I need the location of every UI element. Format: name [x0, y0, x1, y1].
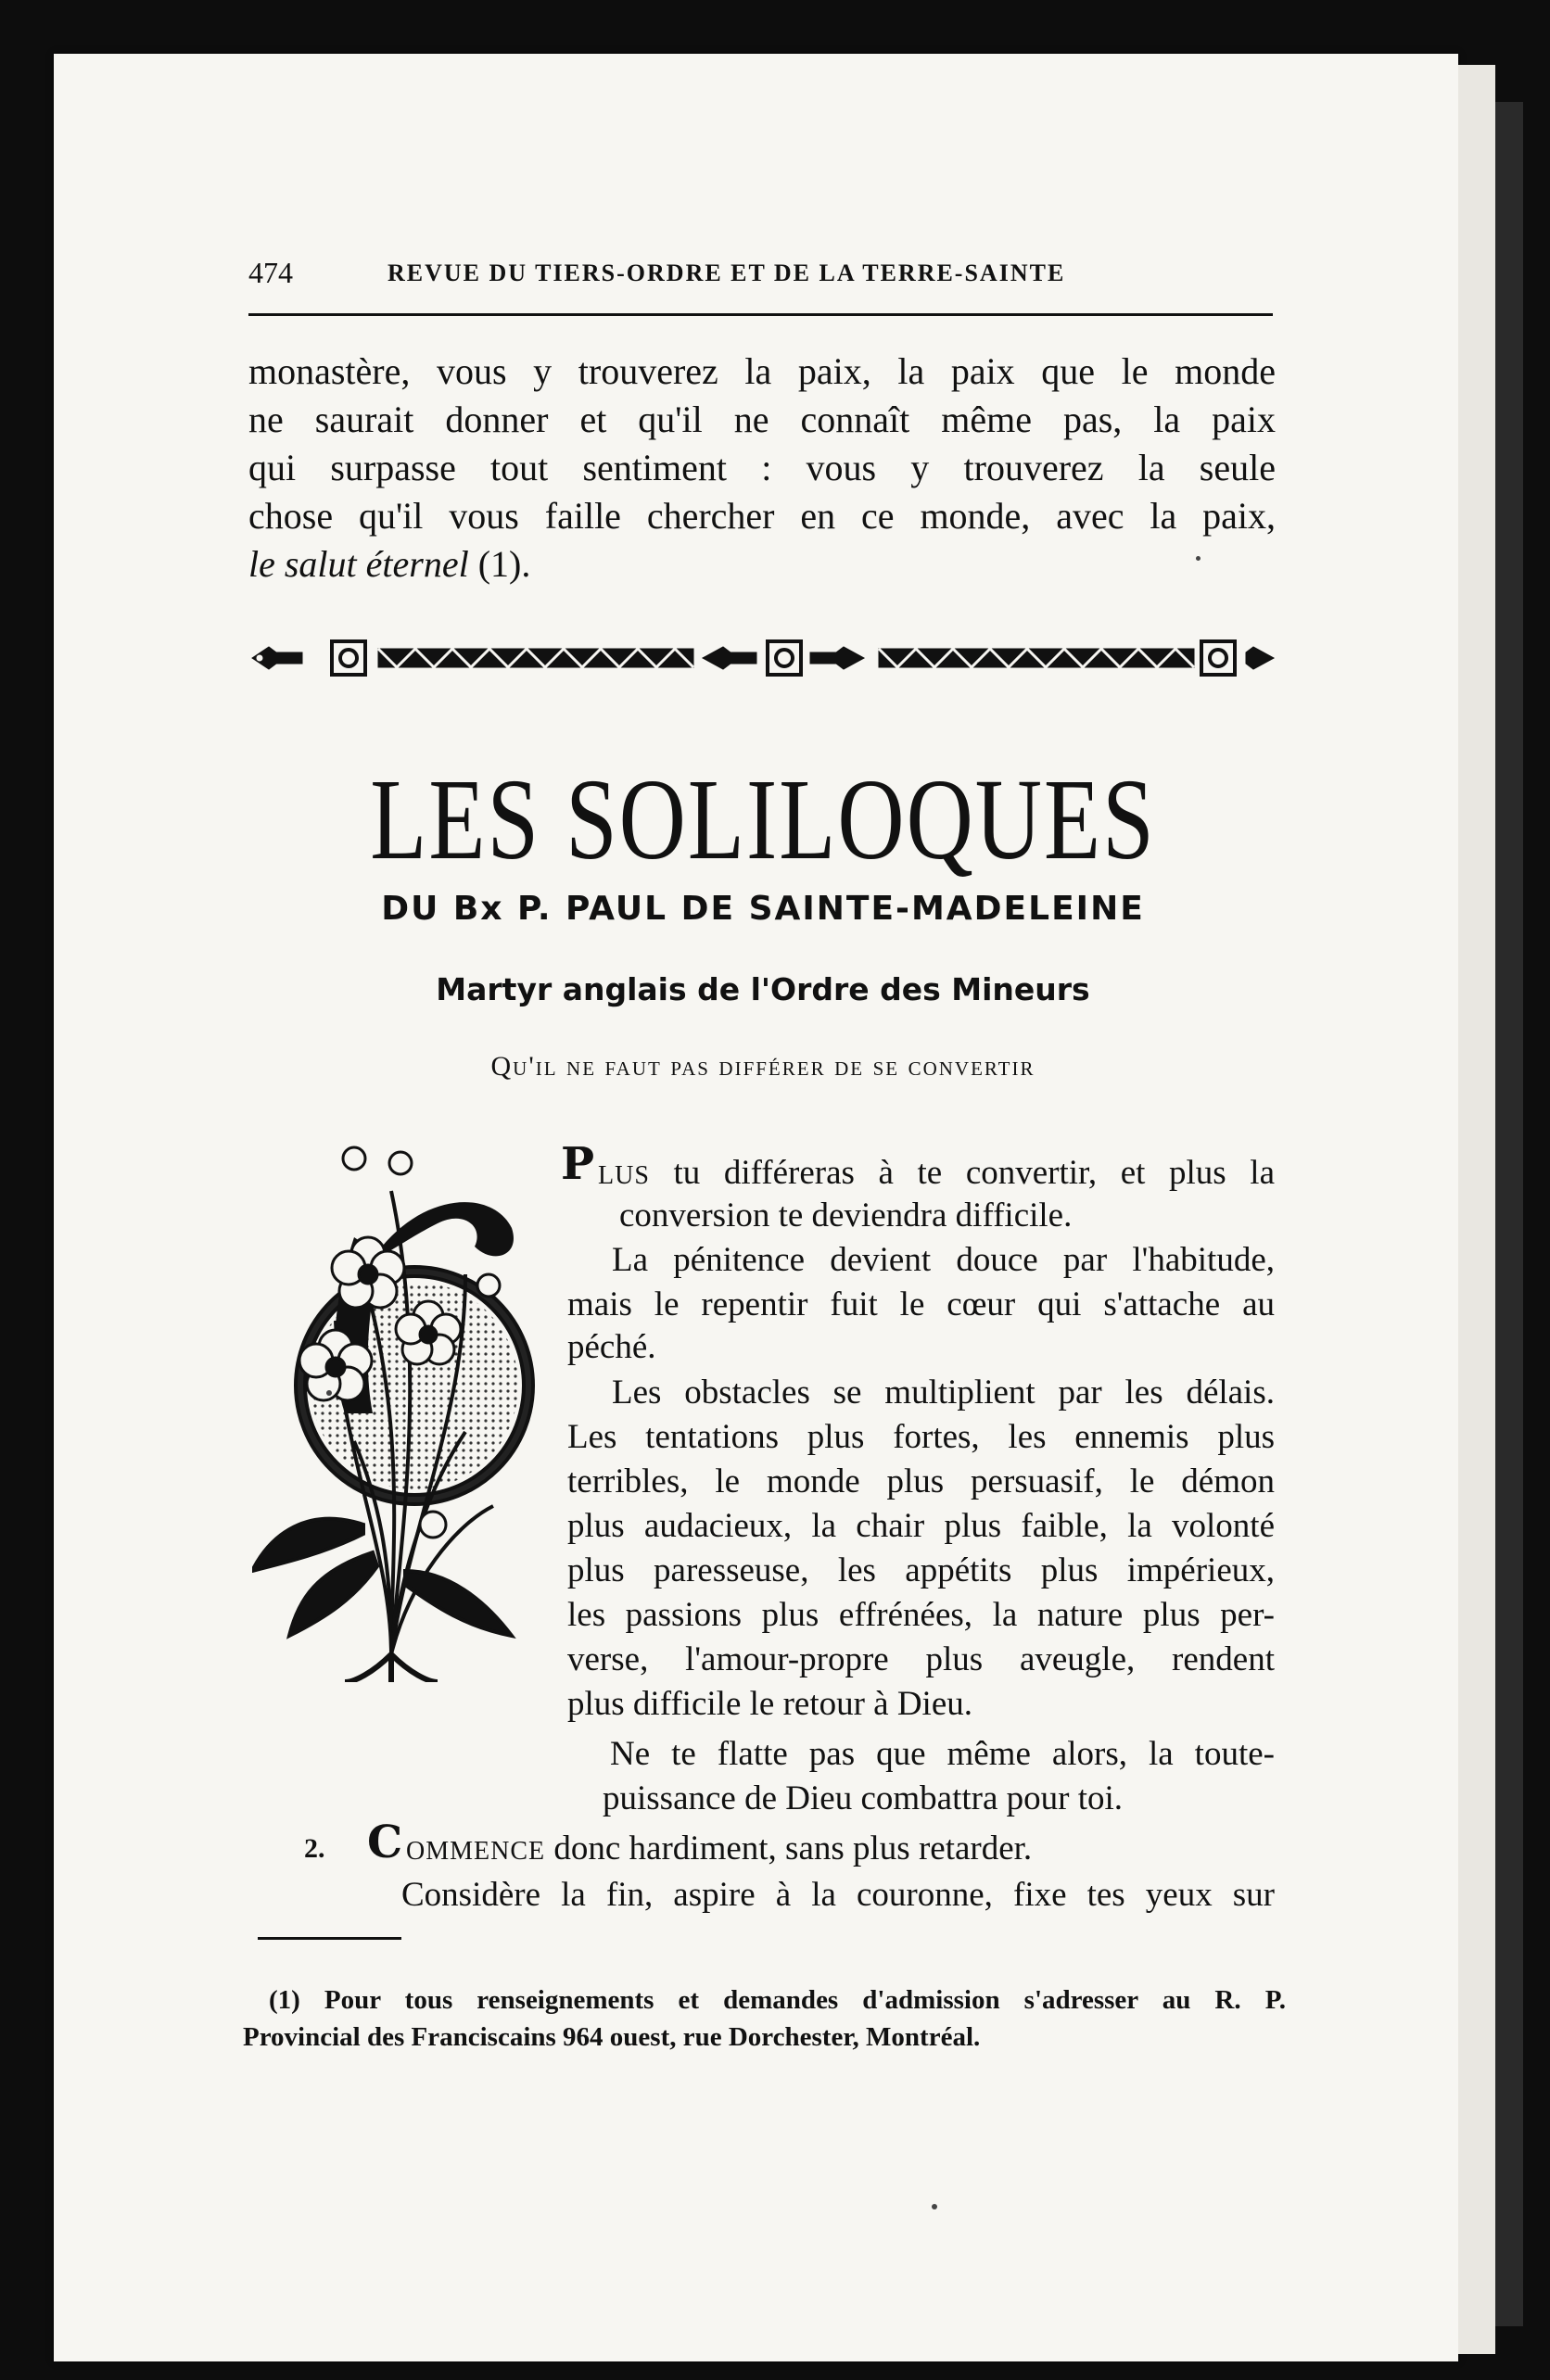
scan-speck	[932, 2204, 937, 2209]
body-line-8: terribles, le monde plus persuasif, le démon	[567, 1462, 1275, 1500]
small-caps-word: LUS	[598, 1161, 650, 1190]
body-line-2: conversion te deviendra difficile.	[619, 1196, 1073, 1234]
chapter-heading: Qu'il ne faut pas différer de se convertir	[490, 1051, 1035, 1082]
scan-speck	[1196, 556, 1201, 561]
body-line-15: puissance de Dieu combattra pour toi.	[603, 1779, 1123, 1817]
body-line-4: mais le repentir fuit le cœur qui s'attache au	[567, 1285, 1275, 1323]
author-description: Martyr anglais de l'Ordre des Mineurs	[436, 971, 1090, 1007]
body-line-13: plus difficile le retour à Dieu.	[567, 1685, 973, 1723]
section2-first-line	[406, 1828, 1148, 1870]
section2-second-line: Considère la fin, aspire à la couronne, fixe tes yeux sur	[401, 1876, 1275, 1914]
running-title: REVUE DU TIERS-ORDRE ET DE LA TERRE-SAINTE	[388, 260, 1066, 286]
running-head	[248, 256, 1277, 293]
intro-line: monastère, vous y trouverez la paix, la paix que le monde	[248, 350, 1276, 392]
footnote-line-2: Provincial des Franciscains 964 ouest, rue Dorchester, Montréal.	[243, 2022, 981, 2052]
drop-cap-p: P	[561, 1138, 595, 1190]
italic-phrase: le salut éternel	[248, 543, 469, 585]
body-text: tu différeras à te convertir, et plus la	[649, 1154, 1275, 1192]
body-line-11: les passions plus effrénées, la nature plus per-	[567, 1596, 1275, 1634]
article-title: LES SOLILOQUES	[370, 754, 1156, 884]
floral-initial-illustration	[252, 1135, 558, 1682]
body-line-1	[598, 1152, 1275, 1195]
body-line-6: Les obstacles se multiplient par les délais.	[612, 1374, 1275, 1412]
scan-speck	[326, 1390, 332, 1396]
small-caps-word: OMMENCE	[406, 1837, 546, 1866]
drop-cap-c: C	[367, 1817, 403, 1868]
facing-page-edge	[1458, 65, 1495, 2354]
intro-paragraph	[248, 348, 1276, 589]
body-line-12: verse, l'amour-propre plus aveugle, rendent	[567, 1640, 1275, 1678]
body-line-9: plus audacieux, la chair plus faible, la volonté	[567, 1507, 1275, 1545]
body-line-14: Ne te flatte pas que même alors, la toute-	[610, 1735, 1275, 1773]
footnote-line-1: (1) Pour tous renseignements et demandes d'admission s'adresser au R. P.	[269, 1985, 1286, 2015]
body-text: donc hardiment, sans plus retarder.	[545, 1829, 1033, 1867]
intro-line-last	[248, 540, 1276, 589]
header-rule	[248, 313, 1273, 316]
body-line-7: Les tentations plus fortes, les ennemis plus	[567, 1418, 1275, 1456]
body-line-10: plus paresseuse, les appétits plus impérieux,	[567, 1551, 1275, 1589]
footnote-rule	[258, 1937, 401, 1940]
footnote-ref: (1).	[468, 543, 531, 585]
intro-line: qui surpasse tout sentiment : vous y trouverez la seule	[248, 447, 1276, 488]
body-line-5: péché.	[567, 1328, 656, 1366]
article-author: DU Bx P. PAUL DE SAINTE-MADELEINE	[381, 890, 1145, 928]
binding-shadow	[1495, 102, 1523, 2326]
intro-line: ne saurait donner et qu'il ne connaît même pas, la paix	[248, 399, 1276, 440]
ornamental-divider	[248, 630, 1277, 686]
intro-line: chose qu'il vous faille chercher en ce monde, avec la paix,	[248, 495, 1276, 537]
body-line-3: La pénitence devient douce par l'habitude,	[612, 1241, 1275, 1279]
page-number: 474	[248, 256, 293, 289]
section-number: 2.	[304, 1833, 325, 1864]
